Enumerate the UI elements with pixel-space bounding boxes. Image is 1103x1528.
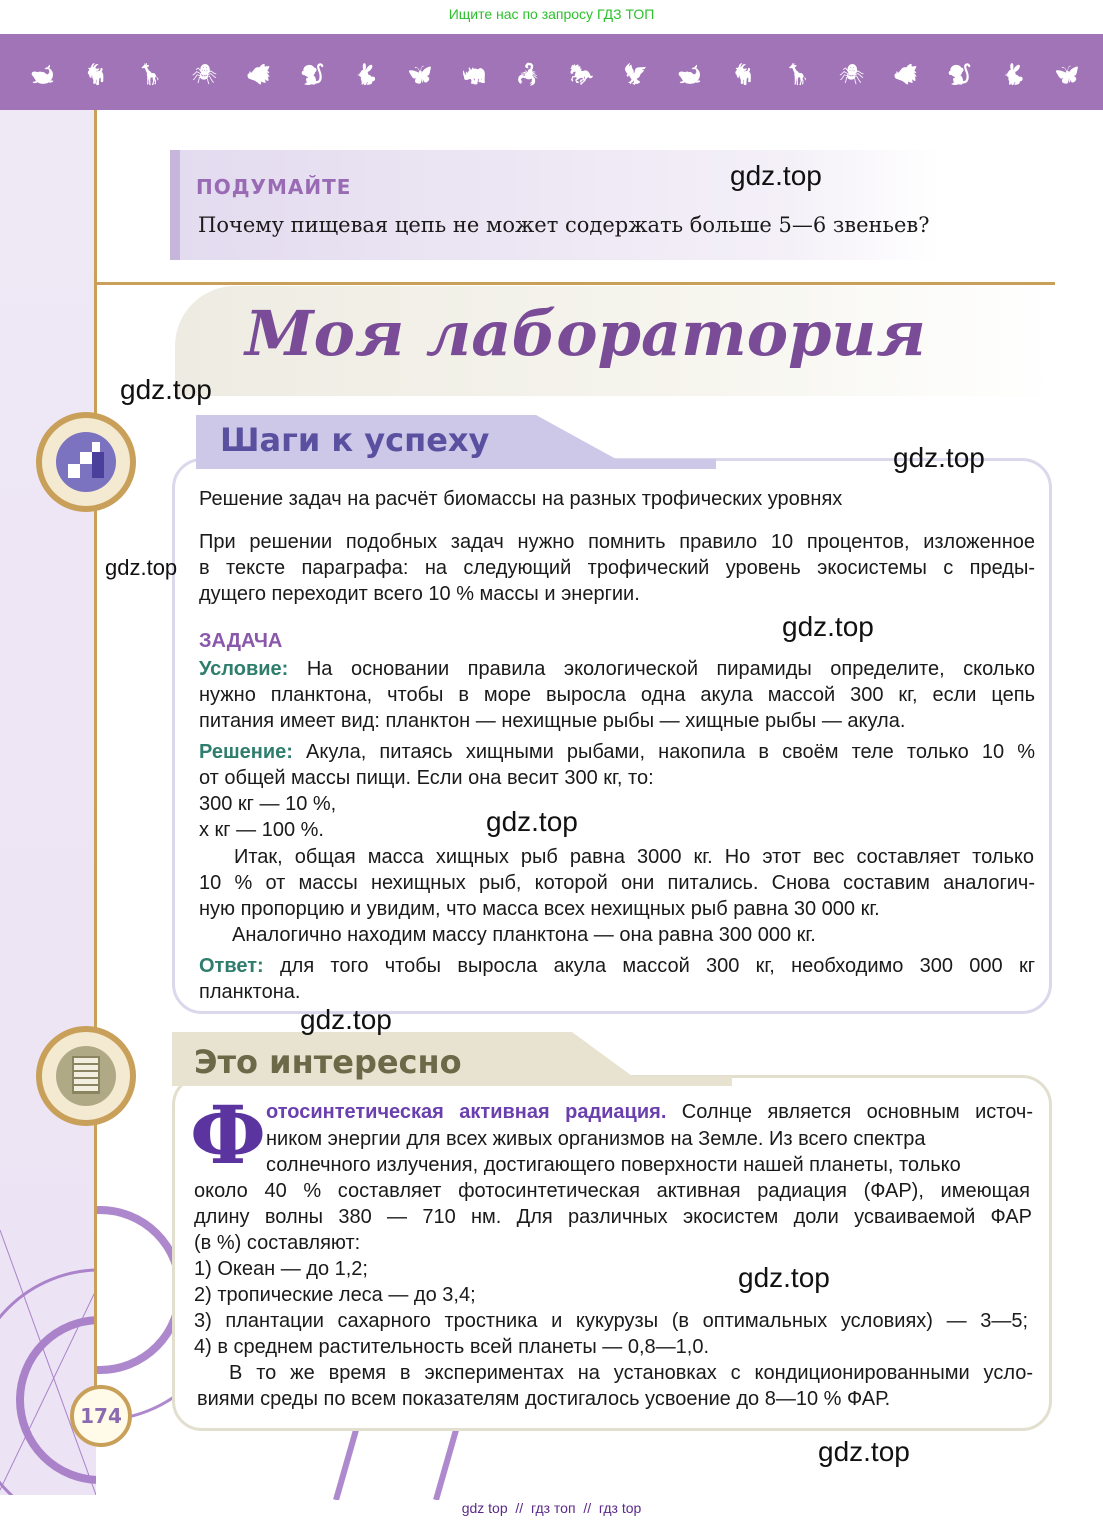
animal-silhouette-icon: 🦂 — [515, 64, 541, 86]
sidebar-decoration — [0, 110, 96, 1495]
list-item: 4) в среднем растительность всей планеты — 0,8—1,0. — [194, 1336, 710, 1358]
animal-silhouette-icon: 🐗 — [893, 64, 919, 86]
footer: gdz top // гдз топ // гдз top — [461, 1500, 642, 1516]
watermark: gdz.top — [730, 160, 822, 191]
animal-silhouette-icon: 🦏 — [461, 64, 487, 86]
task-label: ЗАДАЧА — [199, 630, 283, 652]
compass-decoration-icon — [0, 110, 96, 1495]
solution-cont-line: ную пропорцию и увидим, что масса всех нехищных рыб равна 30 000 кг. — [199, 898, 880, 920]
proportion-line: 300 кг — 10 %, — [199, 793, 337, 815]
solution-label: Решение: — [199, 741, 293, 763]
interesting-icon-badge — [36, 1026, 136, 1126]
animal-silhouette-icon: 🐋 — [677, 64, 703, 86]
list-item: 1) Океан — до 1,2; — [194, 1258, 368, 1280]
solution-line — [199, 740, 1035, 764]
interesting-title: Это интересно — [194, 1043, 462, 1081]
watermark: gdz.top — [782, 611, 874, 642]
answer-label: Ответ: — [199, 955, 264, 977]
stairs-icon — [56, 432, 116, 492]
list-item: 2) тропические леса — до 3,4; — [194, 1284, 476, 1306]
watermark: gdz.top — [818, 1436, 910, 1467]
intro-line: При решении подобных задач нужно помнить правило 10 процентов, изложенное — [199, 531, 1035, 553]
top-note: Ищите нас по запросу ГДЗ ТОП — [448, 6, 655, 22]
watermark: gdz.top — [300, 1004, 392, 1035]
watermark: gdz.top — [893, 442, 985, 473]
interesting-line: (в %) составляют: — [194, 1232, 361, 1254]
interesting-text: Солнце является основным источ- — [666, 1101, 1033, 1123]
solution-text: Акула, питаясь хищными рыбами, накопила в своём теле только 10 % — [292, 741, 1035, 763]
vertical-rule — [94, 110, 97, 1420]
condition-text: На основании правила экологической пирамиды определите, сколько — [288, 658, 1035, 680]
steps-title: Шаги к успеху — [220, 421, 490, 459]
watermark: gdz.top — [105, 555, 178, 580]
interesting-line: длину волны 380 — 710 нм. Для различных экосистем доли усваиваемой ФАР — [194, 1206, 1032, 1228]
animal-silhouette-icon: 🐇 — [1001, 64, 1026, 86]
animal-silhouette-icon: 🐗 — [246, 64, 271, 86]
animal-silhouette-icon: 🐐 — [731, 64, 756, 86]
animal-icons — [30, 62, 1080, 87]
animal-silhouette-icon: 🕷 — [838, 64, 865, 86]
animal-silhouette-icon: 🐇 — [353, 64, 379, 86]
animal-silhouette-icon: 🦅 — [623, 64, 649, 86]
answer-line — [199, 954, 1035, 978]
page-number: 174 — [70, 1385, 132, 1447]
animal-silhouette-icon: 🐒 — [947, 64, 973, 86]
animal-silhouette-icon: 🐐 — [83, 64, 109, 86]
solution-cont-line: Итак, общая масса хищных рыб равна 3000 кг. Но этот вес составляет только — [234, 846, 1034, 868]
interesting-line: солнечного излучения, достигающего поверхности нашей планеты, только — [266, 1154, 961, 1176]
watermark: gdz.top — [120, 374, 212, 405]
animal-silhouette-icon: 🦋 — [1054, 64, 1080, 86]
list-item: 3) плантации сахарного тростника и кукурузы (в оптимальных условиях) — 3—5; — [194, 1310, 1028, 1332]
solution-cont-line: Аналогично находим массу планктона — она равна 300 000 кг. — [232, 924, 816, 946]
lab-title: Моя лаборатория — [245, 297, 926, 370]
answer-line: планктона. — [199, 981, 301, 1003]
drop-cap: Ф — [190, 1088, 266, 1182]
animal-silhouette-icon: 🦒 — [137, 64, 163, 86]
term: отосинтетическая активная радиация. — [266, 1101, 667, 1123]
condition-label: Условие: — [199, 658, 289, 680]
think-question: Почему пищевая цепь не может содержать больше 5—6 звеньев? — [198, 213, 930, 237]
animal-silhouette-icon: 🦋 — [407, 64, 433, 86]
animal-silhouette-icon: 🐒 — [299, 64, 325, 86]
intro-line: в тексте параграфа: на следующий трофический уровень экосистемы с преды- — [199, 557, 1035, 579]
interesting-line: виями среды по всем показателям достигалось усвоение до 8—10 % ФАР. — [197, 1388, 891, 1410]
horizontal-rule — [95, 282, 1055, 285]
document-icon — [56, 1046, 116, 1106]
proportion-line: x кг — 100 %. — [199, 819, 324, 841]
solution-line: от общей массы пищи. Если она весит 300 кг, то: — [199, 767, 654, 789]
steps-subtitle: Решение задач на расчёт биомассы на разных трофических уровнях — [199, 488, 843, 510]
think-heading: ПОДУМАЙТЕ — [196, 175, 352, 199]
steps-icon-badge — [36, 412, 136, 512]
think-box — [170, 150, 940, 260]
watermark: gdz.top — [738, 1262, 830, 1293]
interesting-line — [266, 1100, 1033, 1124]
solution-cont-line: 10 % от массы нехищных рыб, которой они питались. Снова составим аналогич- — [199, 872, 1035, 894]
interesting-line: ником энергии для всех живых организмов на Земле. Из всего спектра — [266, 1128, 926, 1150]
watermark: gdz.top — [486, 806, 578, 837]
condition-line: нужно планктона, чтобы в море выросла одна акула массой 300 кг, если цепь — [199, 684, 1035, 706]
animal-silhouette-icon: 🕷 — [191, 64, 218, 86]
answer-text: для того чтобы выросла акула массой 300 кг, необходимо 300 000 кг — [263, 955, 1035, 977]
condition-line: питания имеет вид: планктон — нехищные рыбы — хищные рыбы — акула. — [199, 710, 906, 732]
intro-line: дущего переходит всего 10 % массы и энергии. — [199, 583, 640, 605]
interesting-line: В то же время в экспериментах на установках с кондиционированными усло- — [229, 1362, 1033, 1384]
animal-silhouette-icon: 🐎 — [569, 64, 595, 86]
animal-silhouette-icon: 🐋 — [30, 64, 55, 86]
animal-silhouette-icon: 🦒 — [784, 64, 810, 86]
interesting-line: около 40 % составляет фотосинтетическая активная радиация (ФАР), имеющая — [194, 1180, 1030, 1202]
condition-line — [199, 657, 1035, 681]
